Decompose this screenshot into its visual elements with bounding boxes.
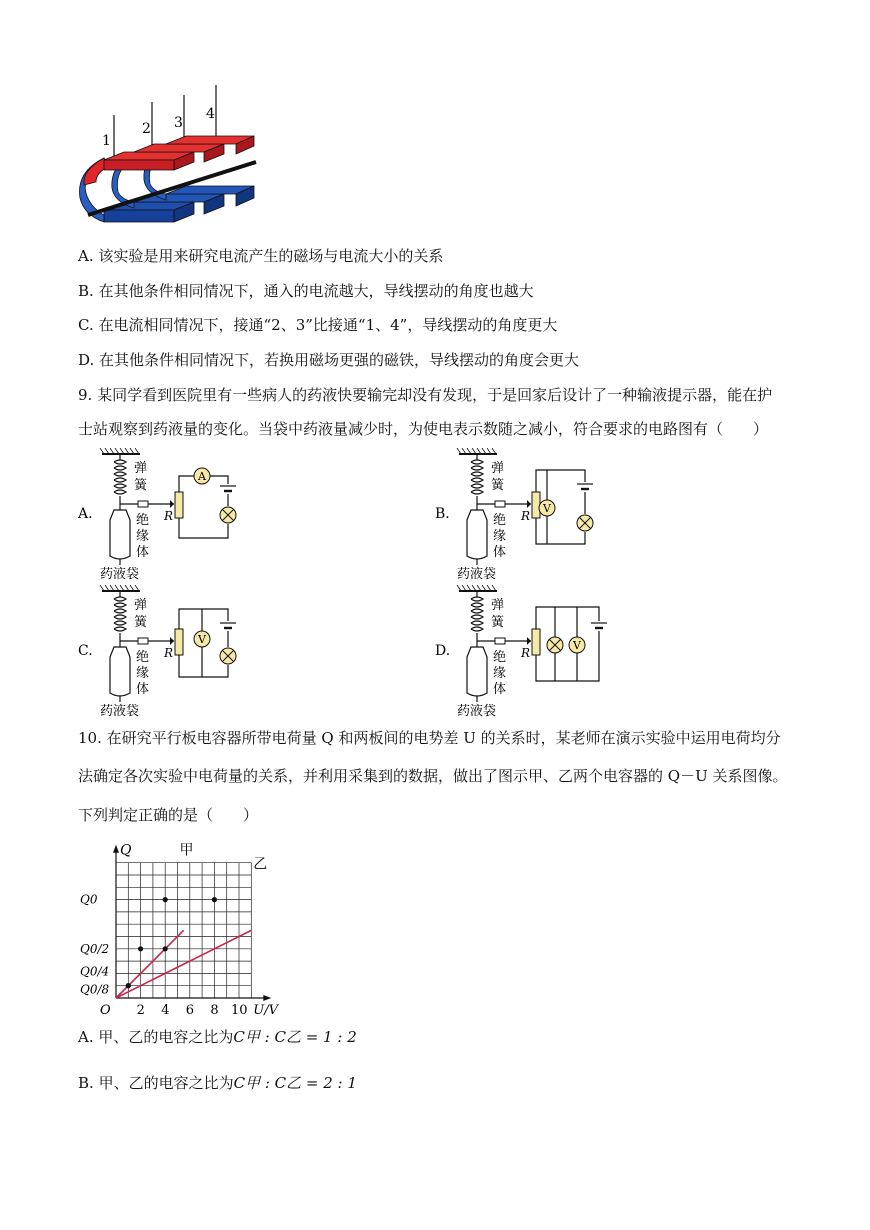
- y-tick-label: Q0: [80, 892, 98, 907]
- q8-option-a: A. 该实验是用来研究电流产生的磁场与电流大小的关系: [78, 247, 444, 265]
- label-bag: 药液袋: [457, 567, 497, 582]
- option-letter: D.: [435, 643, 451, 659]
- label-insulator-2: 缘: [493, 529, 507, 544]
- label-spring-2: 簧: [491, 615, 505, 630]
- insulator: [495, 501, 505, 507]
- magnet-north-poles: [104, 136, 254, 170]
- label-spring-2: 簧: [491, 478, 505, 493]
- data-point: [163, 946, 168, 951]
- wire-label-4: 4: [206, 106, 215, 122]
- label-spring-1: 弹: [491, 598, 505, 613]
- q9-stem-line1: 9. 某同学看到医院里有一些病人的药液快要输完却没有发现，于是回家后设计了一种输液提示器，能在护: [78, 386, 773, 404]
- label-insulator-3: 体: [136, 545, 150, 560]
- medicine-bag: [110, 504, 130, 559]
- capacitance-ratio-b: C甲 : C乙 = 2 : 1: [233, 1074, 357, 1092]
- y-tick-label: Q0/8: [80, 982, 110, 997]
- label-insulator-1: 绝: [136, 513, 150, 528]
- q10-option-a: A. 甲、乙的电容之比为C甲 : C乙 = 1 : 2: [78, 1028, 357, 1046]
- q8-option-c: C. 在电流相同情况下，接通“2、3”比接通“1、4”，导线摆动的角度更大: [78, 316, 558, 334]
- circuit-a: [78, 448, 278, 587]
- label-insulator-3: 体: [136, 682, 150, 697]
- capacitance-ratio-a: C甲 : C乙 = 1 : 2: [233, 1028, 357, 1046]
- q10-option-b: B. 甲、乙的电容之比为C甲 : C乙 = 2 : 1: [78, 1074, 357, 1092]
- spring: [471, 454, 483, 504]
- q9-stem-line2: 士站观察到药液量的变化。当袋中药液量减少时，为使电表示数随之减小，符合要求的电路图有（ ）: [78, 420, 769, 438]
- voltmeter-icon-label: V: [573, 639, 581, 652]
- voltmeter-icon-label: V: [198, 633, 206, 646]
- y-axis-label: Q: [120, 842, 132, 859]
- x-tick-label: 8: [210, 1003, 219, 1018]
- y-tick-label: Q0/2: [80, 941, 110, 956]
- wire-label-1: 1: [102, 133, 111, 149]
- wire-label-3: 3: [174, 115, 183, 131]
- q8-option-d: D. 在其他条件相同情况下，若换用磁场更强的磁铁，导线摆动的角度会更大: [78, 351, 580, 369]
- spring: [471, 591, 483, 641]
- q10-stem-line3: 下列判定正确的是（ ）: [78, 806, 259, 824]
- slider-arrow: [170, 637, 174, 645]
- x-tick-label: 4: [161, 1003, 170, 1018]
- circuit-c: [78, 585, 278, 724]
- data-point: [163, 897, 168, 902]
- label-bag: 药液袋: [100, 567, 140, 582]
- data-point: [138, 946, 143, 951]
- magnet-figure: [74, 80, 274, 230]
- label-insulator-2: 缘: [136, 666, 150, 681]
- q8-option-b: B. 在其他条件相同情况下，通入的电流越大，导线摆动的角度也越大: [78, 282, 534, 300]
- label-insulator-1: 绝: [136, 650, 150, 665]
- label-r: R: [164, 646, 174, 660]
- series-label-jia: 甲: [179, 842, 194, 859]
- label-r: R: [164, 509, 174, 523]
- label-spring-2: 簧: [134, 478, 148, 493]
- insulator: [495, 638, 505, 644]
- wire-label-2: 2: [142, 121, 151, 137]
- label-insulator-2: 缘: [136, 529, 150, 544]
- label-spring-1: 弹: [134, 598, 148, 613]
- label-insulator-3: 体: [493, 545, 507, 560]
- label-insulator-1: 绝: [493, 513, 507, 528]
- circuit-d: [435, 585, 635, 724]
- x-tick-label: 10: [231, 1003, 248, 1018]
- option-letter: A.: [78, 506, 93, 522]
- rheostat: [175, 629, 183, 655]
- option-letter: C.: [78, 643, 93, 659]
- label-bag: 药液袋: [457, 704, 497, 719]
- label-spring-1: 弹: [491, 461, 505, 476]
- label-r: R: [521, 509, 531, 523]
- insulator: [138, 638, 148, 644]
- data-point: [212, 897, 217, 902]
- voltmeter-icon-label: V: [543, 502, 551, 515]
- origin-label: O: [100, 1003, 111, 1018]
- q-u-chart: [78, 832, 308, 1022]
- series-line-jia: [116, 930, 184, 998]
- rheostat: [175, 492, 183, 518]
- label-bag: 药液袋: [100, 704, 140, 719]
- y-tick-label: Q0/4: [80, 964, 110, 979]
- series-line-yi: [116, 930, 251, 998]
- slider-arrow: [527, 637, 531, 645]
- label-insulator-2: 缘: [493, 666, 507, 681]
- spring: [114, 454, 126, 504]
- medicine-bag: [467, 641, 487, 696]
- option-letter: B.: [435, 506, 450, 522]
- circuit-b: [435, 448, 635, 587]
- label-r: R: [521, 646, 531, 660]
- ammeter-icon-label: A: [198, 470, 206, 483]
- spring: [114, 591, 126, 641]
- x-tick-label: 6: [185, 1003, 195, 1018]
- q10-stem-line1: 10. 在研究平行板电容器所带电荷量 Q 和两板间的电势差 U 的关系时，某老师在演示实验中运用电荷均分: [78, 729, 781, 747]
- rheostat: [532, 492, 540, 518]
- label-spring-2: 簧: [134, 615, 148, 630]
- x-tick-label: 2: [136, 1003, 145, 1018]
- medicine-bag: [110, 641, 130, 696]
- q10-stem-line2: 法确定各次实验中电荷量的关系，并利用采集到的数据，做出了图示甲、乙两个电容器的 Q－U 关系图像。: [78, 767, 788, 785]
- slider-arrow: [170, 500, 174, 508]
- rheostat: [532, 629, 540, 655]
- label-insulator-3: 体: [493, 682, 507, 697]
- insulator: [138, 501, 148, 507]
- medicine-bag: [467, 504, 487, 559]
- series-label-yi: 乙: [253, 856, 268, 873]
- label-insulator-1: 绝: [493, 650, 507, 665]
- x-axis-label: U/V: [253, 1003, 279, 1018]
- data-point: [126, 983, 131, 988]
- slider-arrow: [527, 500, 531, 508]
- label-spring-1: 弹: [134, 461, 148, 476]
